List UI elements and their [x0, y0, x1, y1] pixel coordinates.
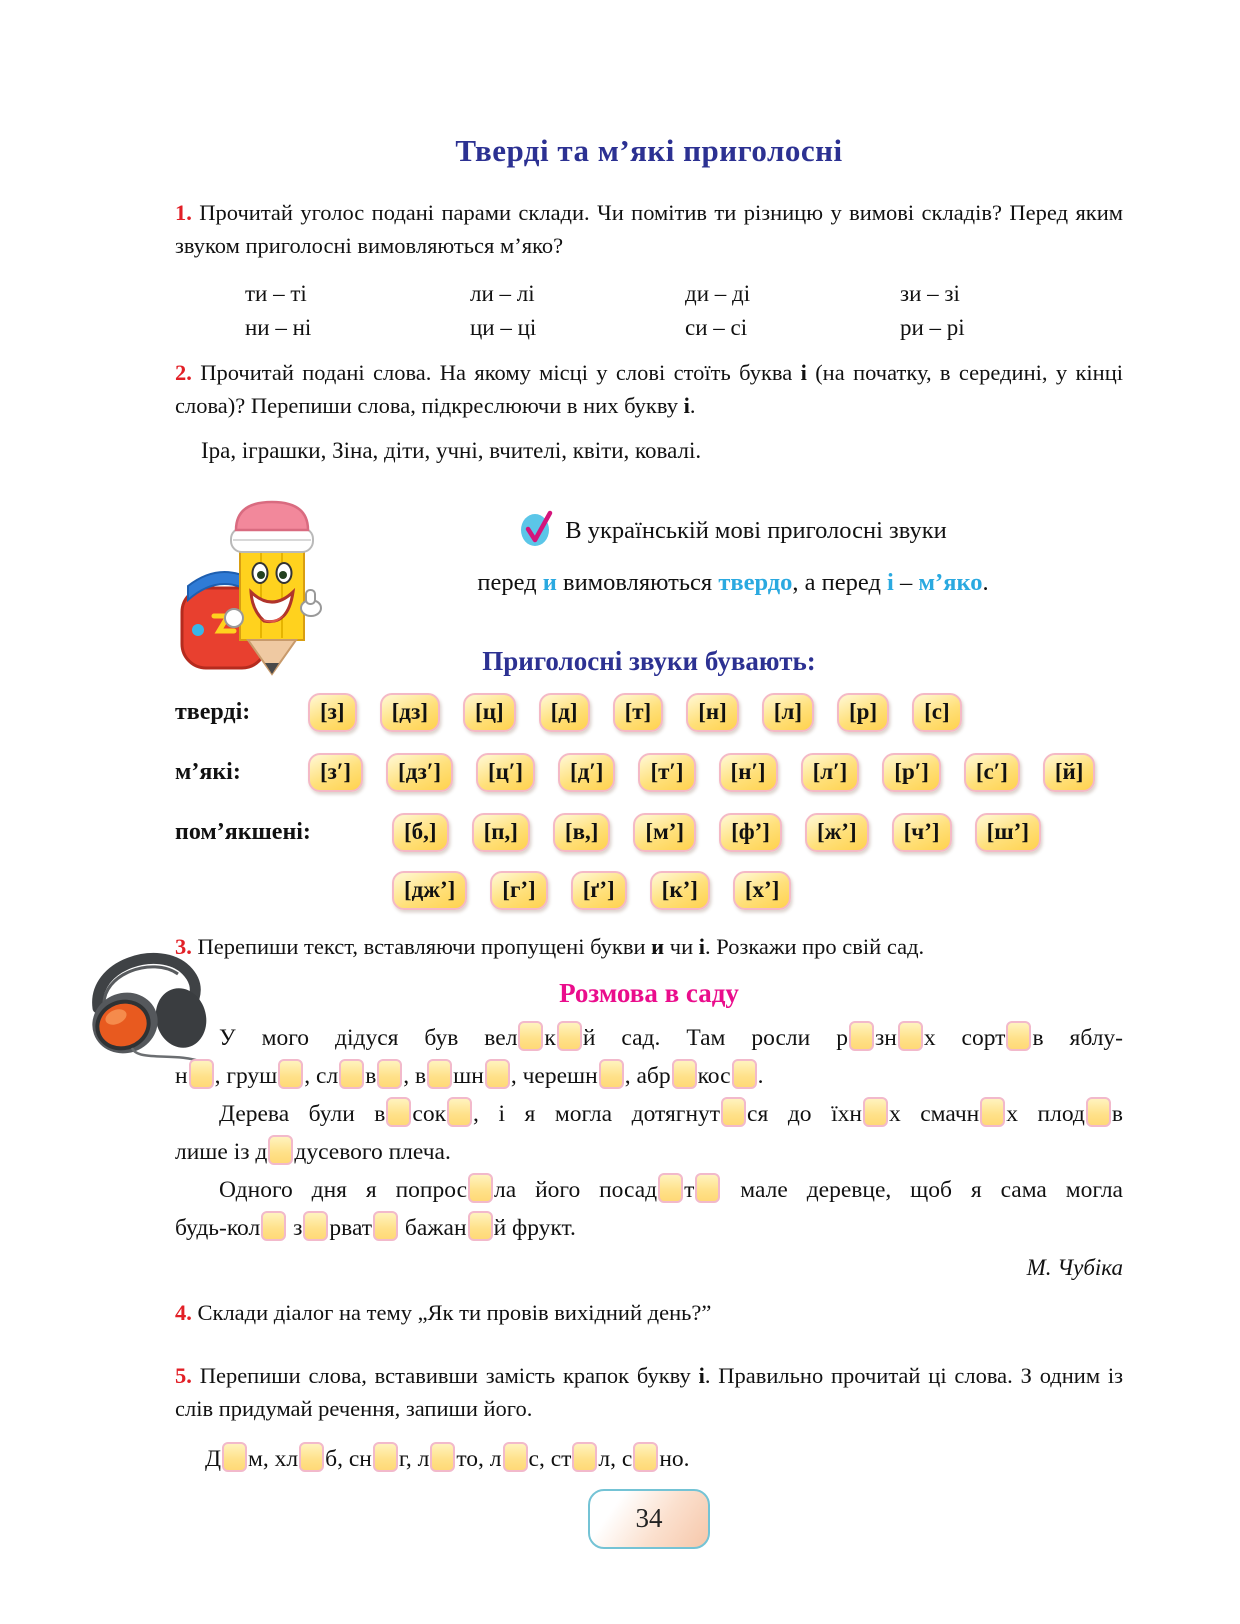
exercise-3 — [175, 931, 1123, 964]
letter-blank — [189, 1059, 214, 1089]
letter-blank — [503, 1442, 528, 1472]
sound-chip: [т] — [613, 693, 664, 732]
story-line: лише із д дусевого плеча. — [175, 1133, 1123, 1171]
letter-blank — [485, 1059, 510, 1089]
letter-blank — [377, 1059, 402, 1089]
letter-blank — [980, 1097, 1005, 1127]
story-line: У мого дідуся був вел к й сад. Там росли р зн х сорт в яблу- — [175, 1019, 1123, 1057]
text-segment: (на початку, в середині, у кінці слова)? Перепиши слова, підкреслюючи в них букву — [175, 359, 1124, 418]
syllable-grid — [245, 281, 1123, 341]
letter-blank — [557, 1021, 582, 1051]
exercise-5-number: 5. — [175, 1363, 192, 1389]
exercise-2-number: 2. — [175, 359, 192, 385]
sound-chip: [дз′] — [386, 753, 453, 792]
sound-chip: [ч’] — [892, 813, 952, 852]
letter-blank — [1086, 1097, 1111, 1127]
sound-chip: [с] — [912, 693, 962, 732]
letter-blank — [468, 1173, 493, 1203]
text-segment: вимовляються — [556, 569, 719, 597]
sound-chip: [дз] — [380, 693, 440, 732]
text-segment: перед — [477, 569, 543, 597]
consonant-row-soft — [175, 753, 1123, 792]
rule-note-line-2 — [343, 562, 1123, 604]
story-text — [175, 1019, 1123, 1247]
exercise-3-number: 3. — [175, 934, 192, 960]
letter-blank — [518, 1021, 543, 1051]
letter-blank — [572, 1442, 597, 1472]
letter-blank — [695, 1173, 720, 1203]
text-segment: , а перед — [792, 569, 888, 597]
letter-blank — [278, 1059, 303, 1089]
rule-note-line-1 — [343, 508, 1123, 562]
exercise-4-number: 4. — [175, 1300, 192, 1326]
letter-blank — [672, 1059, 697, 1089]
letter-blank — [222, 1442, 247, 1472]
page-content — [175, 0, 1123, 1549]
exercise-1 — [175, 197, 1123, 263]
sound-chip: [т′] — [638, 753, 695, 792]
letter-blank — [427, 1059, 452, 1089]
exercise-2-text — [175, 360, 1123, 418]
letter-blank — [1006, 1021, 1031, 1051]
page-number-badge — [588, 1489, 710, 1549]
rule-note-line-1-text: В українській мові приголосні звуки — [565, 517, 947, 545]
sound-chip: [й] — [1043, 753, 1096, 792]
text-segment: і — [800, 359, 807, 385]
letter-blank — [373, 1211, 398, 1241]
exercise-5-word-list: Д м, хл б, сн г, л то, л с, ст л, с но. — [175, 1442, 1123, 1473]
text-segment: . — [689, 392, 696, 418]
text-segment: . Розкажи про свій сад. — [705, 934, 925, 960]
consonant-row-hard — [175, 693, 1123, 732]
text-segment: . Правильно прочитай ці слова. З одним із слів придумай речення, запиши його. — [175, 1363, 1124, 1421]
sound-chip: [ц] — [463, 693, 516, 732]
page-number: 34 — [635, 1503, 663, 1534]
consonants-heading: Приголосні звуки бувають: — [482, 646, 816, 677]
sound-chip: [г’] — [490, 871, 547, 910]
sound-chip: [х’] — [733, 871, 791, 910]
story-line: будь-кол з рват бажан й фрукт. — [175, 1209, 1123, 1247]
sound-chip: [ш’] — [975, 813, 1041, 852]
text-segment: . — [982, 569, 989, 597]
story-line: Дерева були в сок , і я могла дотягнут ся до їхн х смачн х плод в — [175, 1095, 1123, 1133]
syllable-pair: ли – лі — [470, 280, 535, 306]
story-author: М. Чубіка — [1026, 1255, 1123, 1281]
sound-chip: [ф’] — [719, 813, 782, 852]
row-label-softened: пом’якшені: — [175, 819, 311, 846]
letter-blank — [599, 1059, 624, 1089]
sound-chip: [дж’] — [392, 871, 467, 910]
chip-list-softened-2 — [392, 871, 791, 910]
text-segment: чи — [664, 934, 699, 960]
sound-chip: [ц′] — [476, 753, 535, 792]
letter-blank — [732, 1059, 757, 1089]
text-segment: і — [887, 569, 894, 597]
syllable-pair: ти – ті — [245, 280, 307, 306]
exercise-3-text — [198, 934, 925, 959]
rule-note — [175, 494, 1123, 644]
sound-chip: [р′] — [882, 753, 941, 792]
sound-chip: [ж’] — [805, 813, 869, 852]
letter-blank — [339, 1059, 364, 1089]
check-icon — [519, 508, 555, 562]
syllable-pair: ци – ці — [470, 314, 537, 340]
exercise-4-text: Склади діалог на тему „Як ти провів вихідний день?” — [197, 1300, 712, 1326]
letter-blank — [633, 1442, 658, 1472]
exercise-2 — [175, 357, 1123, 423]
sound-chip: [л′] — [801, 753, 860, 792]
consonant-rows — [175, 693, 1123, 910]
sound-chip: [р] — [837, 693, 889, 732]
sound-chip: [ґ’] — [571, 871, 627, 910]
story-line: Одного дня я попрос ла його посад т мале деревце, щоб я сама могла — [175, 1171, 1123, 1209]
text-segment: і — [683, 392, 690, 418]
text-segment: Перепиши текст, вставляючи пропущені букви — [197, 934, 652, 960]
rule-note-text — [343, 494, 1123, 604]
text-segment: і — [698, 1363, 705, 1389]
text-segment: твердо — [718, 569, 793, 597]
sound-chip: [б,] — [392, 813, 449, 852]
letter-blank — [849, 1021, 874, 1051]
letter-blank — [468, 1211, 493, 1241]
letter-blank — [386, 1097, 411, 1127]
sound-chip: [н′] — [719, 753, 778, 792]
sound-chip: [м’] — [633, 813, 696, 852]
sound-chip: [з′] — [308, 753, 363, 792]
syllable-pair: ни – ні — [245, 314, 312, 340]
text-segment: Прочитай подані слова. На якому місці у слові стоїть буква — [200, 359, 801, 385]
letter-blank — [268, 1135, 293, 1165]
consonant-row-softened — [175, 813, 1123, 852]
letter-blank — [721, 1097, 746, 1127]
exercise-1-text: Прочитай уголос подані парами склади. Чи помітив ти різницю у вимові складів? Перед яким звуком приголосні вимовляються м’яко? — [175, 200, 1124, 258]
page-title: Тверді та м’які приголосні — [455, 133, 843, 168]
text-segment: і — [698, 934, 705, 960]
sound-chip: [к’] — [650, 871, 710, 910]
letter-blank — [373, 1442, 398, 1472]
syllable-pair: си – сі — [685, 314, 748, 340]
exercise-4 — [175, 1297, 1123, 1330]
text-segment: м’яко — [918, 569, 983, 597]
text-segment: – — [893, 569, 919, 597]
letter-blank — [299, 1442, 324, 1472]
text-segment: Перепиши слова, вставивши замість крапок букву — [199, 1363, 699, 1389]
exercise-5-text — [175, 1363, 1123, 1421]
letter-blank — [658, 1173, 683, 1203]
exercise-5 — [175, 1360, 1123, 1426]
sound-chip: [п,] — [472, 813, 530, 852]
letter-blank — [430, 1442, 455, 1472]
syllable-pair: ди – ді — [685, 280, 751, 306]
sound-chip: [д] — [539, 693, 590, 732]
sound-chip: [н] — [686, 693, 739, 732]
letter-blank — [898, 1021, 923, 1051]
exercise-1-number: 1. — [175, 200, 192, 225]
letter-blank — [863, 1097, 888, 1127]
sound-chip: [д′] — [558, 753, 615, 792]
letter-blank — [261, 1211, 286, 1241]
letter-blank — [447, 1097, 472, 1127]
text-segment: и — [542, 569, 557, 597]
chip-list-softened-1 — [392, 813, 1041, 852]
chip-list-hard — [308, 693, 962, 732]
consonant-row-softened-2 — [392, 871, 1123, 910]
text-segment: и — [651, 934, 665, 960]
row-label-soft: м’які: — [175, 759, 241, 786]
story-heading: Розмова в саду — [559, 978, 739, 1009]
story-line: н , груш , сл в , в шн , черешн , абр кос . — [175, 1057, 1123, 1095]
row-label-hard: тверді: — [175, 699, 251, 726]
syllable-pair: зи – зі — [900, 280, 960, 306]
sound-chip: [з] — [308, 693, 357, 732]
sound-chip: [л] — [762, 693, 814, 732]
sound-chip: [с′] — [964, 753, 1020, 792]
chip-list-soft — [308, 753, 1095, 792]
sound-chip: [в,] — [553, 813, 611, 852]
syllable-pair: ри – рі — [900, 314, 965, 340]
letter-blank — [303, 1211, 328, 1241]
exercise-2-word-list: Іра, іграшки, Зіна, діти, учні, вчителі, квіти, ковалі. — [201, 438, 702, 464]
